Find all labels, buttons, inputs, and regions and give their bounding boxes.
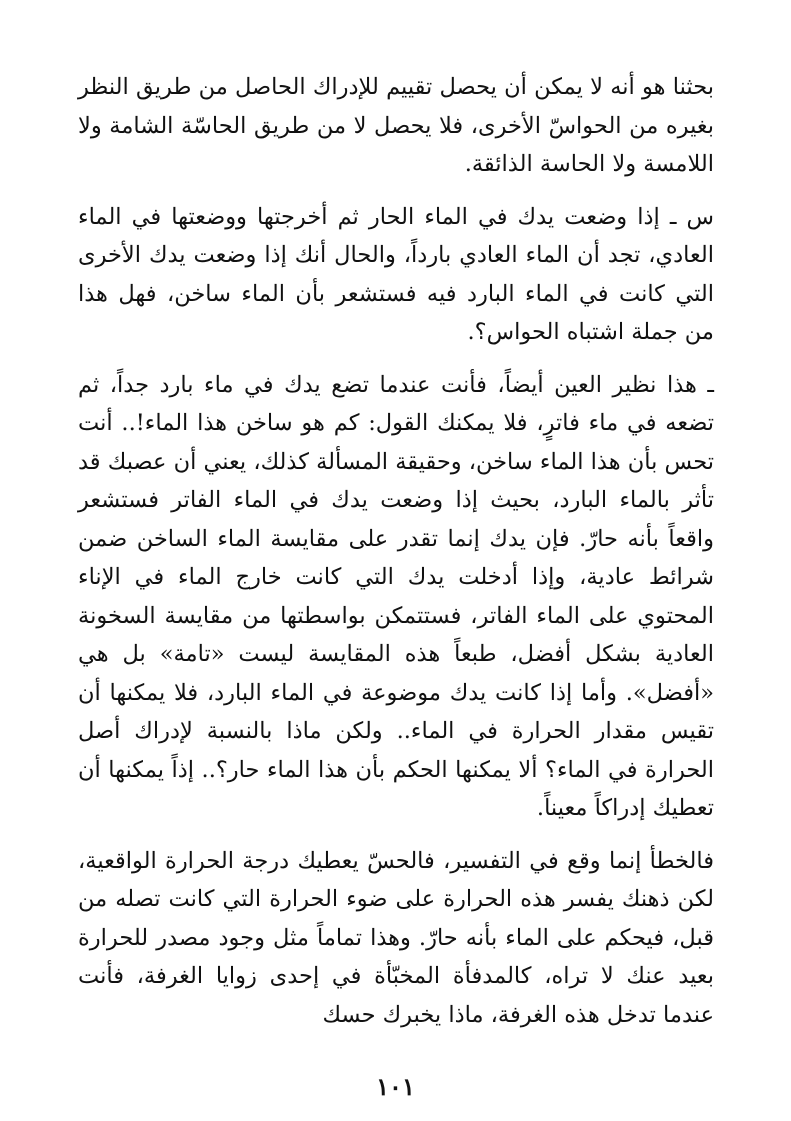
paragraph: فالخطأ إنما وقع في التفسير، فالحسّ يعطيك درجة الحرارة الواقعية، لكن ذهنك يفسر هذه الحرارة على ضوء الحرارة التي كانت تصله من قبل، فيحكم على الماء بأنه حارّ. وهذا تماماً مثل وجود مصدر للحرارة بعيد عنك لا تراه، كالمدفأة المخبّأة في إحدى زوايا الغرفة، فأنت عندما تدخل هذه الغرفة، ماذا يخبرك حسك [78,847,714,1028]
paragraph: ـ هذا نظير العين أيضاً، فأنت عندما تضع يدك في ماء بارد جداً، ثم تضعه في ماء فاترٍ، فلا يمكنك القول: كم هو ساخن هذا الماء!.. أنت تحس بأن هذا الماء ساخن، وحقيقة المسألة كذلك، يعني أن عصبك قد تأثر بالماء البارد، بحيث إذا وضعت يدك في الماء الفاتر فستشعر واقعاً بأنه حارّ. فإن يدك إنما تقدر على مقايسة الماء الساخن ضمن شرائط عادية، وإذا أدخلت يدك التي كانت خارج الماء في الإناء المحتوي على الماء الفاتر، فستتمكن بواسطتها من مقايسة السخونة العادية بشكل أفضل، طبعاً هذه المقايسة ليست «تامة» بل هي «أفضل». وأما إذا كانت يدك موضوعة في الماء البارد، فلا يمكنها أن تقيس مقدار الحرارة في الماء.. ولكن ماذا بالنسبة لإدراك أصل الحرارة في الماء؟ ألا يمكنها الحكم بأن هذا الماء حار؟.. إذاً يمكنها أن تعطيك إدراكاً معيناً. [78,371,714,821]
paragraph: س ـ إذا وضعت يدك في الماء الحار ثم أخرجتها ووضعتها في الماء العادي، تجد أن الماء العادي بارداً، والحال أنك إذا وضعت يدك الأخرى التي كانت في الماء البارد فيه فستشعر بأن الماء ساخن، فهل هذا من جملة اشتباه الحواس؟. [78,203,714,345]
page-number: ١٠١ [376,1072,415,1101]
paragraph: بحثنا هو أنه لا يمكن أن يحصل تقييم للإدراك الحاصل من طريق النظر بغيره من الحواسّ الأخرى، فلا يحصل لا من طريق الحاسّة الشامة ولا اللامسة ولا الحاسة الذائقة. [78,74,714,177]
page-body [78,68,714,1034]
